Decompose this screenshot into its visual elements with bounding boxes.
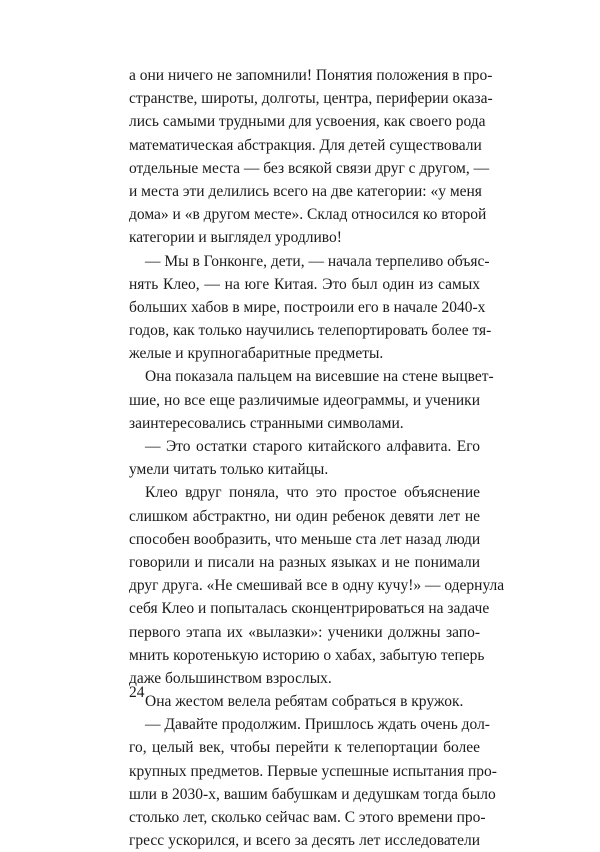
text-line: категории и выглядел уродливо! — [129, 229, 342, 247]
text-line: мнить коротенькую историю о хабах, забытую теперь — [129, 646, 485, 664]
text-line: желые и крупногабаритные предметы. — [129, 345, 384, 363]
text-line: способен вообразить, что меньше ста лет назад люди — [129, 530, 481, 548]
text-line: крупных предметов. Первые успешные испытания про- — [129, 762, 497, 780]
text-line: себя Клео и попыталась сконцентрироваться на задаче — [129, 600, 490, 618]
text-line: отдельные места — без всякой связи друг с другом, — — [129, 159, 490, 177]
text-line: и места эти делились всего на две категории: «у меня — [129, 182, 482, 200]
text-line: гресс ускорился, и всего за десять лет исследователи — [129, 832, 480, 850]
page-number: 24 — [129, 684, 145, 701]
text-line: больших хабов в мире, построили его в начале 2040-х — [129, 298, 486, 316]
text-line: нять Клео, — на юге Китая. Это был один из самых — [129, 275, 480, 293]
text-line: годов, как только научились телепортировать более тя- — [129, 322, 492, 340]
text-line: умели читать только китайцы. — [129, 461, 329, 479]
text-line: дома» и «в другом месте». Склад относился ко второй — [129, 206, 487, 224]
text-line: — Мы в Гонконге, дети, — начала терпеливо объяс- — [145, 252, 490, 270]
text-line: Клео вдруг поняла, что это простое объяснение — [145, 484, 480, 502]
text-line: а они ничего не запомнили! Понятия положения в про- — [129, 67, 493, 84]
text-line: лись самыми трудными для усвоения, как своего рода — [129, 113, 486, 131]
text-line: первого этапа их «вылазки»: ученики должны запо- — [129, 623, 480, 641]
text-line: странстве, широты, долготы, центра, периферии оказа- — [129, 90, 493, 108]
text-line: шли в 2030-х, вашим бабушкам и дедушкам тогда было — [129, 785, 496, 803]
text-line: даже большинством взрослых. — [129, 669, 332, 687]
body-text — [129, 64, 505, 852]
text-line: — Это остатки старого китайского алфавита. Его — [145, 438, 480, 455]
text-line: шие, но все еще различимые идеограммы, и ученики — [129, 391, 480, 409]
text-line: Она жестом велела ребятам собраться в кружок. — [145, 693, 464, 711]
text-line: Она показала пальцем на висевшие на стене выцвет- — [145, 368, 494, 386]
text-line: говорили и писали на разных языках и не понимали — [129, 553, 480, 571]
text-line: — Давайте продолжим. Пришлось ждать очень дол- — [145, 716, 490, 734]
text-line: го, целый век, чтобы перейти к телепортации более — [129, 739, 480, 757]
text-line: друг друга. «Не смешивай все в одну кучу!» — одернула — [129, 577, 505, 595]
text-line: слишком абстрактно, ни один ребенок девяти лет не — [129, 507, 480, 525]
text-line: столько лет, сколько сейчас вам. С этого времени про- — [129, 809, 486, 826]
text-line: математическая абстракция. Для детей существовали — [129, 136, 482, 154]
text-line: заинтересовались странными символами. — [129, 414, 404, 432]
